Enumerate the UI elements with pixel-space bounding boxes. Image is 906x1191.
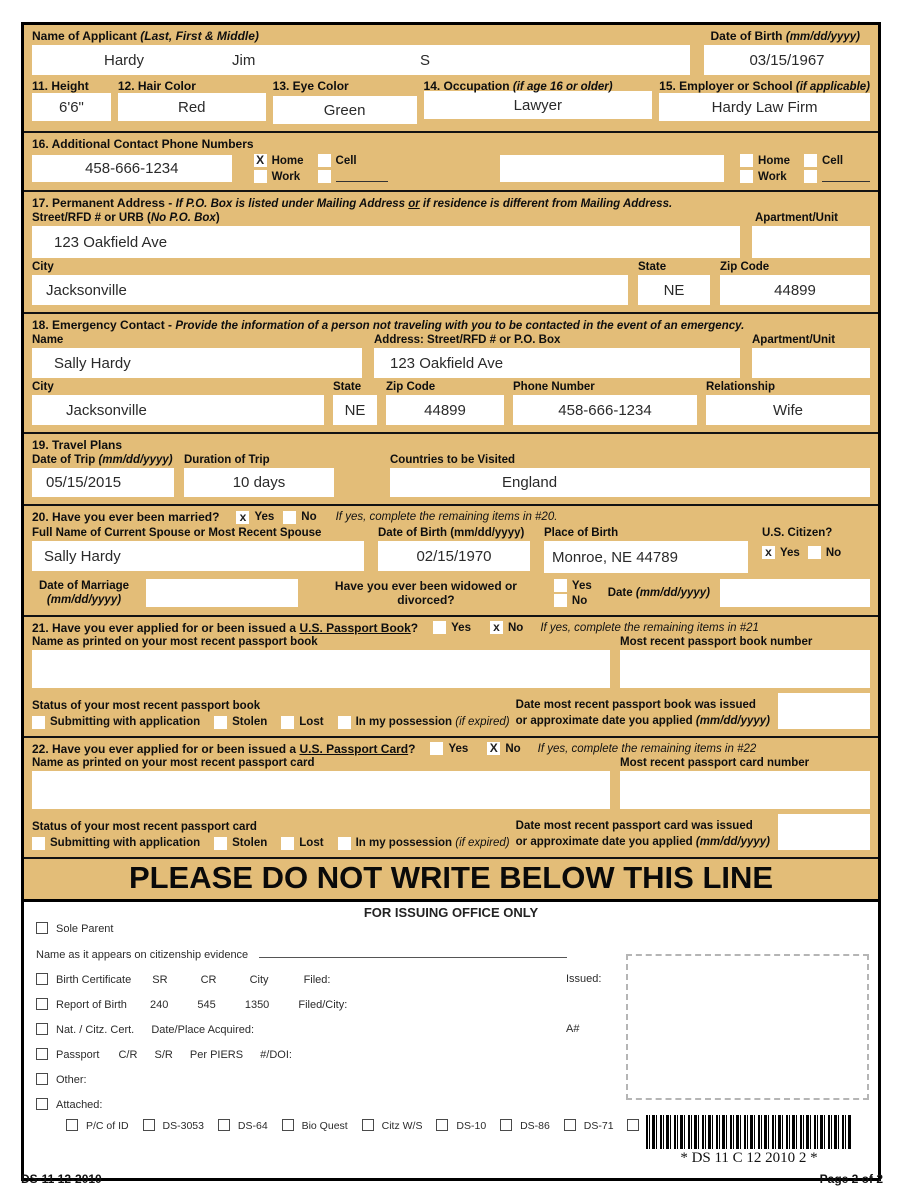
ec-address-input[interactable]: 123 Oakfield Ave	[374, 348, 740, 378]
book-name-label: Name as printed on your most recent passport book	[32, 635, 318, 648]
married-no-label: No	[301, 511, 317, 523]
ds3053-label: DS-3053	[162, 1119, 204, 1132]
section-emergency-contact	[24, 314, 878, 434]
height-label: 11. Height	[32, 79, 89, 93]
phone1-other-blank	[336, 171, 388, 182]
citizenship-evidence-blank[interactable]	[259, 947, 567, 958]
spouse-pob-label: Place of Birth	[544, 527, 619, 539]
widowed-no-label: No	[571, 594, 588, 607]
book-status-label: Status of your most recent passport book	[32, 699, 261, 712]
ds11-form-page2	[21, 22, 881, 1181]
report-of-birth-checkbox[interactable]	[36, 998, 48, 1010]
ec-city-group	[32, 381, 324, 425]
ec-name-group	[32, 334, 362, 378]
passport-card-note: If yes, complete the remaining items in #22	[537, 742, 757, 755]
other-label: Other:	[56, 1073, 87, 1086]
issuing-office-section	[24, 902, 878, 1178]
phone2-work-checkbox[interactable]	[740, 170, 753, 183]
report-of-birth-row	[36, 998, 621, 1011]
occupation-label: 14. Occupation (if age 16 or older)	[423, 79, 613, 93]
widowed-no-checkbox[interactable]	[554, 594, 567, 607]
bio-quest-checkbox[interactable]	[282, 1119, 294, 1131]
marriage-date-label: Date of Marriage (mm/dd/yyyy)	[38, 580, 130, 607]
ds86-label: DS-86	[520, 1119, 550, 1132]
section-physical	[24, 77, 878, 133]
pc-of-id-label: P/C of ID	[86, 1119, 129, 1132]
spouse-pob-group	[544, 527, 748, 573]
card-lost-checkbox[interactable]	[281, 837, 294, 850]
card-submitting-label: Submitting with application	[50, 837, 201, 850]
rb-filed-label: Filed/City:	[298, 998, 348, 1011]
card-stolen-label: Stolen	[232, 837, 268, 850]
ds71-checkbox[interactable]	[564, 1119, 576, 1131]
card-name-input[interactable]	[32, 771, 610, 809]
phone1-work-label: Work	[271, 170, 301, 183]
section-marriage	[24, 506, 878, 617]
passport-book-title: 21. Have you ever applied for or been issued a U.S. Passport Book?	[32, 620, 419, 635]
citizenship-evidence-row	[36, 947, 621, 961]
ec-phone-label: Phone Number	[513, 381, 595, 393]
book-number-input[interactable]	[620, 650, 870, 688]
ec-phone-group	[513, 381, 697, 425]
ds60-checkbox[interactable]	[627, 1119, 639, 1131]
rb-240-option[interactable]: 240	[149, 998, 169, 1011]
trip-duration-group	[184, 454, 334, 497]
pp-doi-label: #/DOI:	[260, 1048, 292, 1061]
dob-label: Date of Birth (mm/dd/yyyy)	[710, 29, 860, 43]
card-possession-checkbox[interactable]	[338, 837, 351, 850]
widowed-yes-label: Yes	[571, 579, 592, 592]
ec-relationship-label: Relationship	[706, 381, 776, 393]
apt-input[interactable]	[752, 226, 870, 258]
ec-apt-input[interactable]	[752, 348, 870, 378]
issuing-office-title: FOR ISSUING OFFICE ONLY	[363, 904, 539, 920]
phone1-home-label: Home	[271, 154, 304, 167]
city-input[interactable]: Jacksonville	[32, 275, 628, 305]
card-number-label: Most recent passport card number	[620, 756, 810, 769]
phone1-input[interactable]: 458-666-1234	[32, 155, 232, 182]
book-possession-label: In my possession (if expired)	[355, 716, 510, 729]
employer-input[interactable]: Hardy Law Firm	[659, 93, 870, 121]
employer-group	[659, 79, 870, 124]
ec-apt-label: Apartment/Unit	[752, 334, 836, 346]
applicant-middle-name: S	[420, 51, 431, 69]
phone1-cell-checkbox[interactable]	[318, 154, 331, 167]
ds86-checkbox[interactable]	[500, 1119, 512, 1131]
ds64-checkbox[interactable]	[218, 1119, 230, 1131]
occupation-group	[424, 79, 653, 124]
attached-label: Attached:	[56, 1098, 103, 1111]
nat-a-number-label: A#	[566, 1022, 580, 1035]
citizen-label: U.S. Citizen?	[762, 527, 833, 539]
card-issued-label: Date most recent passport card was issued or approximate date you applied (mm/dd/yyyy)	[515, 819, 770, 848]
applicant-last-name: Hardy	[104, 51, 145, 69]
ec-name-input[interactable]: Sally Hardy	[32, 348, 362, 378]
emergency-title: 18. Emergency Contact - Provide the information of a person not traveling with you to be contacted in the event of an emergency.	[32, 318, 745, 332]
book-issued-date-input[interactable]	[778, 693, 870, 729]
ec-zip-label: Zip Code	[386, 381, 436, 393]
citizen-yes-label: Yes	[780, 546, 800, 559]
hair-color-input[interactable]: Red	[118, 93, 266, 121]
widowed-yes-checkbox[interactable]	[554, 579, 567, 592]
bc-cr-option[interactable]: CR	[200, 973, 217, 986]
spouse-dob-input[interactable]: 02/15/1970	[378, 541, 530, 571]
book-issued-label: Date most recent passport book was issued or approximate date you applied (mm/dd/yyyy)	[515, 698, 770, 727]
eye-group	[273, 79, 417, 124]
citizenship-evidence-label: Name as it appears on citizenship evidence	[36, 948, 249, 961]
applicant-first-name: Jim	[232, 51, 256, 69]
bc-filed-label: Filed:	[303, 973, 331, 986]
ec-address-group	[374, 334, 740, 378]
birth-certificate-checkbox[interactable]	[36, 973, 48, 985]
apt-label: Apartment/Unit	[754, 212, 838, 224]
citz-ws-checkbox[interactable]	[362, 1119, 374, 1131]
pp-cr-option[interactable]: C/R	[118, 1048, 138, 1061]
trip-duration-input[interactable]: 10 days	[184, 468, 334, 497]
phone2-input[interactable]	[500, 155, 725, 182]
bc-city-option[interactable]: City	[249, 973, 269, 986]
citizen-no-label: No	[825, 546, 842, 559]
book-name-input[interactable]	[32, 650, 610, 688]
ds10-checkbox[interactable]	[436, 1119, 448, 1131]
card-number-input[interactable]	[620, 771, 870, 809]
bc-sr-option[interactable]: SR	[152, 973, 168, 986]
do-not-write-banner: PLEASE DO NOT WRITE BELOW THIS LINE	[24, 859, 878, 902]
married-no-checkbox[interactable]	[283, 511, 296, 524]
phone2-home-label: Home	[758, 154, 790, 167]
height-group	[32, 79, 111, 124]
card-status-label: Status of your most recent passport card	[32, 820, 257, 833]
book-yes-label: Yes	[451, 621, 471, 634]
card-issued-date-input[interactable]	[778, 814, 870, 850]
street-input[interactable]: 123 Oakfield Ave	[32, 226, 740, 258]
eye-color-label: 13. Eye Color	[272, 79, 349, 93]
trip-date-label: Date of Trip (mm/dd/yyyy)	[32, 454, 173, 466]
ec-zip-group	[386, 381, 504, 425]
spouse-pob-input[interactable]: Monroe, NE 44789	[544, 541, 748, 573]
spouse-name-label: Full Name of Current Spouse or Most Recent Spouse	[32, 527, 322, 539]
travel-title: 19. Travel Plans	[32, 438, 123, 452]
contact-phones-title: 16. Additional Contact Phone Numbers	[32, 137, 254, 151]
state-group	[638, 261, 710, 305]
ec-city-input[interactable]: Jacksonville	[32, 395, 324, 425]
card-yes-checkbox[interactable]	[430, 742, 443, 755]
bc-issued-label: Issued:	[566, 972, 602, 985]
card-stolen-checkbox[interactable]	[214, 837, 227, 850]
widowed-date-label: Date (mm/dd/yyyy)	[607, 587, 710, 600]
marriage-date-input[interactable]	[146, 579, 298, 607]
trip-duration-label: Duration of Trip	[184, 454, 270, 466]
book-yes-checkbox[interactable]	[433, 621, 446, 634]
zip-label: Zip Code	[720, 261, 770, 273]
phone1-home-checkbox[interactable]: X	[254, 154, 267, 167]
phone1-other-checkbox[interactable]	[318, 170, 331, 183]
name-of-applicant-label: Name of Applicant (Last, First & Middle)	[32, 29, 259, 43]
section-travel-plans	[24, 434, 878, 506]
married-yes-checkbox[interactable]: x	[236, 511, 249, 524]
section-permanent-address	[24, 192, 878, 314]
ec-relationship-input[interactable]: Wife	[706, 395, 870, 425]
citizen-yes-checkbox[interactable]: x	[762, 546, 775, 559]
bio-quest-label: Bio Quest	[301, 1119, 348, 1132]
hair-color-label: 12. Hair Color	[117, 79, 196, 93]
nat-acquired-label: Date/Place Acquired:	[151, 1023, 255, 1036]
section-applicant-name	[24, 25, 878, 77]
phone2-cell-label: Cell	[822, 154, 844, 167]
phone2-home-checkbox[interactable]	[740, 154, 753, 167]
phone2-other-blank	[822, 171, 870, 182]
book-no-checkbox[interactable]: x	[490, 621, 503, 634]
marriage-note: If yes, complete the remaining items in #20.	[335, 511, 558, 523]
pp-sr-option[interactable]: S/R	[154, 1048, 173, 1061]
barcode-text: * DS 11 C 12 2010 2 *	[680, 1149, 818, 1166]
card-yes-label: Yes	[448, 742, 469, 755]
rb-545-option[interactable]: 545	[197, 998, 216, 1011]
book-lost-checkbox[interactable]	[281, 716, 294, 729]
marriage-title: 20. Have you ever been married?	[32, 510, 220, 524]
trip-date-group	[32, 454, 174, 497]
attached-checkbox[interactable]	[36, 1098, 48, 1110]
widowed-question: Have you ever been widowed or divorced?	[334, 579, 517, 608]
phone2-cell-checkbox[interactable]	[804, 154, 817, 167]
card-submitting-checkbox[interactable]	[32, 837, 45, 850]
zip-input[interactable]: 44899	[720, 275, 870, 305]
office-stamp-box	[626, 954, 869, 1100]
height-input[interactable]: 6'6"	[32, 93, 111, 121]
sole-parent-checkbox[interactable]	[36, 922, 48, 934]
ds71-label: DS-71	[583, 1119, 614, 1132]
section-passport-card	[24, 738, 878, 859]
ec-apt-group	[752, 334, 870, 378]
passport-card-title: 22. Have you ever applied for or been issued a U.S. Passport Card?	[32, 741, 416, 756]
phone2-work-label: Work	[758, 170, 787, 183]
married-yes-label: Yes	[254, 511, 275, 523]
pp-piers-option[interactable]: Per PIERS	[189, 1048, 244, 1061]
city-group	[32, 261, 628, 305]
street-label: Street/RFD # or URB (No P.O. Box)	[32, 212, 220, 224]
other-row	[36, 1073, 621, 1086]
spouse-dob-label: Date of Birth (mm/dd/yyyy)	[378, 527, 525, 539]
trip-date-input[interactable]: 05/15/2015	[32, 468, 174, 497]
phone2-other-checkbox[interactable]	[804, 170, 817, 183]
sole-parent-label: Sole Parent	[56, 922, 114, 935]
ec-state-label: State	[333, 381, 362, 393]
book-no-label: No	[507, 621, 524, 634]
card-possession-label: In my possession (if expired)	[355, 837, 510, 850]
citz-ws-label: Citz W/S	[381, 1119, 423, 1132]
form-number-footer: DS-11 12-2010	[21, 1172, 102, 1186]
nat-citz-label: Nat. / Citz. Cert.	[56, 1023, 135, 1036]
spouse-citizen-group	[762, 527, 870, 573]
book-submitting-label: Submitting with application	[50, 716, 201, 729]
card-no-label: No	[505, 742, 521, 755]
section-contact-phones	[24, 133, 878, 192]
applicant-name-input[interactable]	[32, 45, 690, 75]
book-submitting-checkbox[interactable]	[32, 716, 45, 729]
card-no-checkbox[interactable]: X	[487, 742, 500, 755]
ec-phone-input[interactable]: 458-666-1234	[513, 395, 697, 425]
state-label: State	[638, 261, 667, 273]
trip-countries-group	[390, 454, 870, 497]
permanent-address-title: 17. Permanent Address - If P.O. Box is listed under Mailing Address or if residence is different from Mailing Address.	[32, 196, 673, 210]
spouse-dob-group	[378, 527, 530, 573]
birth-certificate-row	[36, 973, 621, 986]
pc-of-id-checkbox[interactable]	[66, 1119, 78, 1131]
passport-row	[36, 1048, 621, 1061]
ec-name-label: Name	[32, 334, 64, 346]
card-lost-label: Lost	[299, 837, 324, 850]
citizen-no-checkbox[interactable]	[808, 546, 821, 559]
book-lost-label: Lost	[299, 716, 324, 729]
phone1-cell-label: Cell	[335, 154, 357, 167]
trip-countries-label: Countries to be Visited	[390, 454, 516, 466]
sole-parent-row	[36, 922, 621, 935]
other-checkbox[interactable]	[36, 1073, 48, 1085]
zip-group	[720, 261, 870, 305]
ec-city-label: City	[32, 381, 54, 393]
occupation-input[interactable]: Lawyer	[424, 91, 653, 119]
passport-label: Passport	[56, 1048, 100, 1061]
ds64-label: DS-64	[237, 1119, 268, 1132]
book-stolen-label: Stolen	[232, 716, 268, 729]
ec-relationship-group	[706, 381, 870, 425]
book-number-label: Most recent passport book number	[620, 635, 813, 648]
ds10-label: DS-10	[456, 1119, 487, 1132]
attached-row	[36, 1098, 621, 1111]
nat-citz-row	[36, 1023, 621, 1036]
ec-address-label: Address: Street/RFD # or P.O. Box	[374, 334, 561, 346]
report-of-birth-label: Report of Birth	[56, 998, 127, 1011]
nat-citz-checkbox[interactable]	[36, 1023, 48, 1035]
ec-state-input[interactable]: NE	[333, 395, 377, 425]
book-stolen-checkbox[interactable]	[214, 716, 227, 729]
dob-input[interactable]: 03/15/1967	[704, 45, 870, 75]
rb-1350-option[interactable]: 1350	[244, 998, 270, 1011]
city-label: City	[32, 261, 54, 273]
ec-state-group	[333, 381, 377, 425]
hair-group	[118, 79, 266, 124]
birth-certificate-label: Birth Certificate	[56, 973, 132, 986]
eye-color-input[interactable]: Green	[273, 96, 417, 124]
spouse-name-input[interactable]: Sally Hardy	[32, 541, 364, 571]
phone1-work-checkbox[interactable]	[254, 170, 267, 183]
card-name-label: Name as printed on your most recent passport card	[32, 756, 315, 769]
employer-label: 15. Employer or School (if applicable)	[659, 79, 870, 93]
book-possession-checkbox[interactable]	[338, 716, 351, 729]
spouse-name-group	[32, 527, 364, 573]
ec-zip-input[interactable]: 44899	[386, 395, 504, 425]
section-passport-book	[24, 617, 878, 738]
ds3053-checkbox[interactable]	[143, 1119, 155, 1131]
passport-book-note: If yes, complete the remaining items in #21	[540, 621, 759, 634]
passport-checkbox[interactable]	[36, 1048, 48, 1060]
page-number-footer: Page 2 of 2	[819, 1172, 883, 1186]
widowed-date-input[interactable]	[720, 579, 870, 607]
trip-countries-input[interactable]: England	[390, 468, 870, 497]
form-barcode	[646, 1115, 852, 1149]
state-input[interactable]: NE	[638, 275, 710, 305]
